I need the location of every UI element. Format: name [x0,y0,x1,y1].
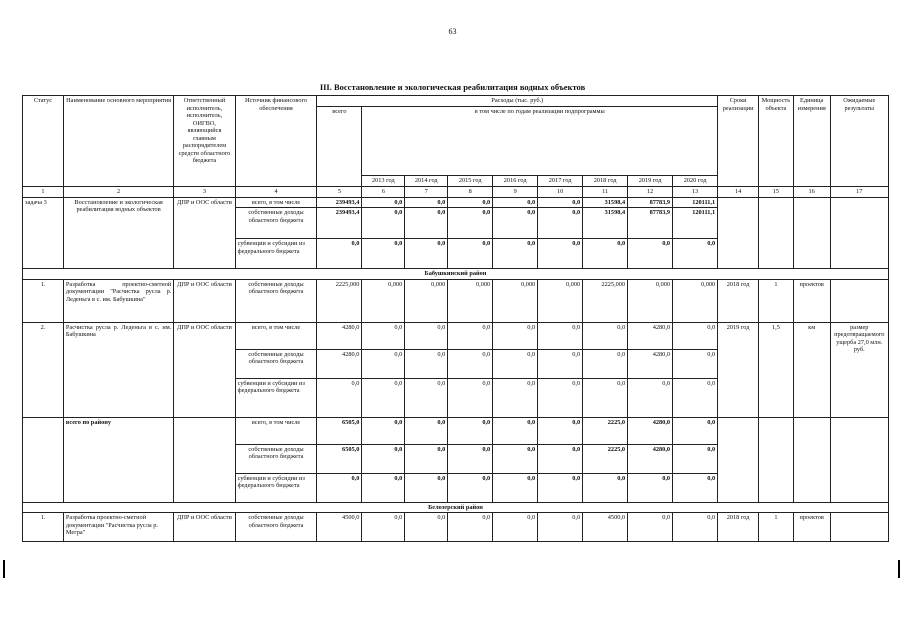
responsible-cell: ДПР и ООС области [174,322,235,417]
column-number: 7 [405,187,448,198]
value-cell: 31598,4 [583,197,628,208]
source-cell: всего, в том числе [235,197,317,208]
value-cell: 0,0 [448,322,493,349]
column-number: 14 [718,187,759,198]
value-cell: 4280,0 [317,322,362,349]
header-year: 2013 год [362,176,405,187]
value-cell: 6505,0 [317,444,362,473]
empty-cell [718,197,759,269]
value-cell: 0,000 [405,279,448,322]
value-cell: 0,0 [317,378,362,417]
value-cell: 0,0 [362,208,405,239]
value-cell: 0,0 [538,322,583,349]
value-cell: 0,0 [673,322,718,349]
value-cell: 4280,0 [628,349,673,378]
value-cell: 0,0 [538,473,583,502]
source-cell: субвенции и субсидии из федерального бюджета [235,239,317,269]
unit-cell: проектов [793,279,830,322]
table-row [23,279,889,322]
source-cell: собственные доходы областного бюджета [235,349,317,378]
column-number: 11 [583,187,628,198]
header-row [23,96,889,107]
value-cell: 0,0 [538,513,583,542]
district-total-label: всего по району [63,417,173,502]
value-cell: 4280,0 [317,349,362,378]
value-cell: 0,0 [362,322,405,349]
program-table [22,95,889,542]
value-cell: 0,0 [493,208,538,239]
value-cell: 0,0 [538,208,583,239]
source-cell: собственные доходы областного бюджета [235,444,317,473]
empty-cell [830,417,888,502]
value-cell: 0,0 [583,378,628,417]
value-cell: 0,000 [493,279,538,322]
event-name: Разработка проектно-сметной документации "Расчистка русла р. Леденьга в с. им. Бабушкина" [63,279,173,322]
column-number: 2 [63,187,173,198]
header-responsible: Ответственный исполнитель, исполнитель, ОИГВО, являющийся главным распорядителем средств областного бюджета [174,96,235,187]
value-cell: 0,0 [448,513,493,542]
section-title: III. Восстановление и экологическая реабилитация водных объектов [319,82,586,92]
result-cell: размер предотвращаемого ущерба 27,0 млн. руб. [830,322,888,417]
value-cell: 0,000 [538,279,583,322]
source-cell: всего, в том числе [235,417,317,444]
value-cell: 0,0 [362,239,405,269]
value-cell: 4280,0 [628,444,673,473]
value-cell: 0,0 [448,417,493,444]
value-cell: 0,0 [493,197,538,208]
header-event: Наименование основного мероприятия [63,96,173,187]
header-by-years: в том числе по годам реализации подпрограммы [362,106,718,176]
value-cell: 0,0 [405,378,448,417]
value-cell: 0,0 [493,378,538,417]
value-cell: 0,0 [583,473,628,502]
header-results: Ожидаемые результаты [830,96,888,187]
value-cell: 4500,0 [583,513,628,542]
column-number: 1 [23,187,64,198]
empty-cell [830,197,888,269]
value-cell: 0,0 [448,444,493,473]
value-cell: 0,000 [448,279,493,322]
value-cell: 0,0 [405,239,448,269]
column-number: 8 [448,187,493,198]
empty-cell [718,417,759,502]
value-cell: 0,0 [493,417,538,444]
source-cell: собственные доходы областного бюджета [235,279,317,322]
value-cell: 0,0 [673,444,718,473]
value-cell: 120111,1 [673,208,718,239]
value-cell: 0,0 [405,322,448,349]
value-cell: 0,0 [673,239,718,269]
page-number: 63 [448,27,457,36]
value-cell: 239493,4 [317,197,362,208]
unit-cell: проектов [793,513,830,542]
value-cell: 31598,4 [583,208,628,239]
value-cell: 4280,0 [628,322,673,349]
value-cell: 0,0 [493,322,538,349]
value-cell: 0,0 [405,349,448,378]
header-unit: Единица измерения [793,96,830,187]
value-cell: 0,0 [448,208,493,239]
header-year: 2019 год [628,176,673,187]
column-number: 5 [317,187,362,198]
value-cell: 0,0 [362,349,405,378]
value-cell: 0,0 [362,513,405,542]
value-cell: 87783,9 [628,197,673,208]
column-number: 12 [628,187,673,198]
region-title: Белозерский район [23,502,889,513]
value-cell: 4500,0 [317,513,362,542]
column-number-row [23,187,889,198]
value-cell: 239493,4 [317,208,362,239]
empty-cell [793,417,830,502]
value-cell: 0,0 [317,473,362,502]
region-row [23,502,889,513]
value-cell: 0,0 [538,239,583,269]
value-cell: 87783,9 [628,208,673,239]
header-expenses: Расходы (тыс. руб.) [317,96,718,107]
scan-mark-right [898,560,900,578]
source-cell: субвенции и субсидии из федерального бюджета [235,378,317,417]
column-number: 3 [174,187,235,198]
value-cell: 0,000 [362,279,405,322]
header-source: Источник финансового обеспечения [235,96,317,187]
task-responsible: ДПР и ООС области [174,197,235,269]
value-cell: 0,0 [673,513,718,542]
value-cell: 0,0 [673,473,718,502]
source-cell: собственные доходы областного бюджета [235,208,317,239]
value-cell: 0,0 [493,513,538,542]
value-cell: 2225,0 [583,444,628,473]
value-cell: 0,0 [493,349,538,378]
value-cell: 0,0 [493,239,538,269]
value-cell: 0,0 [538,349,583,378]
value-cell: 0,0 [538,197,583,208]
value-cell: 0,0 [538,444,583,473]
value-cell: 0,0 [493,444,538,473]
value-cell: 0,0 [362,417,405,444]
header-status: Статус [23,96,64,187]
value-cell: 0,0 [448,349,493,378]
value-cell: 0,0 [628,513,673,542]
column-number: 4 [235,187,317,198]
row-number: 2. [23,322,64,417]
empty-cell [793,197,830,269]
column-number: 6 [362,187,405,198]
header-year: 2016 год [493,176,538,187]
value-cell: 0,0 [628,378,673,417]
value-cell: 120111,1 [673,197,718,208]
task-name: Восстановление и экологическая реабилитация водных объектов [63,197,173,269]
scan-mark-left [3,560,5,578]
header-year: 2014 год [405,176,448,187]
source-cell: собственные доходы областного бюджета [235,513,317,542]
capacity-cell: 1 [759,513,794,542]
value-cell: 0,0 [448,378,493,417]
value-cell: 0,0 [628,473,673,502]
empty-cell [759,197,794,269]
region-row [23,269,889,280]
term-cell: 2018 год [718,513,759,542]
value-cell: 2225,000 [583,279,628,322]
value-cell: 0,0 [362,473,405,502]
value-cell: 0,0 [538,378,583,417]
source-cell: всего, в том числе [235,322,317,349]
result-cell [830,513,888,542]
value-cell: 0,0 [362,197,405,208]
value-cell: 0,0 [405,473,448,502]
value-cell: 0,0 [448,239,493,269]
unit-cell: км [793,322,830,417]
value-cell: 0,0 [362,378,405,417]
table-row [23,197,889,208]
value-cell: 0,0 [538,417,583,444]
capacity-cell: 1 [759,279,794,322]
value-cell: 0,000 [628,279,673,322]
responsible-cell: ДПР и ООС области [174,513,235,542]
header-year: 2015 год [448,176,493,187]
task-status: задача 3 [23,197,64,269]
responsible-cell: ДПР и ООС области [174,279,235,322]
value-cell: 0,000 [673,279,718,322]
value-cell: 0,0 [405,513,448,542]
column-number: 16 [793,187,830,198]
region-title: Бабушкинский район [23,269,889,280]
column-number: 15 [759,187,794,198]
value-cell: 0,0 [405,417,448,444]
empty-cell [759,417,794,502]
column-number: 13 [673,187,718,198]
value-cell: 0,0 [583,349,628,378]
event-name: Расчистка русла р. Леденьга в с. им. Бабушкина [63,322,173,417]
empty-cell [174,417,235,502]
value-cell: 0,0 [673,378,718,417]
header-year: 2018 год [583,176,628,187]
column-number: 9 [493,187,538,198]
capacity-cell: 1,5 [759,322,794,417]
column-number: 17 [830,187,888,198]
value-cell: 6505,0 [317,417,362,444]
header-year: 2017 год [538,176,583,187]
term-cell: 2018 год [718,279,759,322]
row-number: 1. [23,513,64,542]
term-cell: 2019 год [718,322,759,417]
header-terms: Сроки реализации [718,96,759,187]
value-cell: 0,0 [583,322,628,349]
table-row [23,417,889,444]
value-cell: 0,0 [448,473,493,502]
value-cell: 0,0 [317,239,362,269]
value-cell: 0,0 [583,239,628,269]
value-cell: 0,0 [405,208,448,239]
value-cell: 0,0 [628,239,673,269]
value-cell: 0,0 [448,197,493,208]
source-cell: субвенции и субсидии из федерального бюджета [235,473,317,502]
value-cell: 2225,000 [317,279,362,322]
value-cell: 2225,0 [583,417,628,444]
header-total: всего [317,106,362,186]
table-row [23,322,889,349]
event-name: Разработка проектно-сметной документации "Расчистка русла р. Мегра" [63,513,173,542]
value-cell: 4280,0 [628,417,673,444]
value-cell: 0,0 [493,473,538,502]
value-cell: 0,0 [405,197,448,208]
row-number: 1. [23,279,64,322]
header-year: 2020 год [673,176,718,187]
value-cell: 0,0 [673,417,718,444]
table-row [23,513,889,542]
value-cell: 0,0 [362,444,405,473]
value-cell: 0,0 [673,349,718,378]
empty-cell [23,417,64,502]
column-number: 10 [538,187,583,198]
value-cell: 0,0 [405,444,448,473]
result-cell [830,279,888,322]
header-capacity: Мощность объекта [759,96,794,187]
